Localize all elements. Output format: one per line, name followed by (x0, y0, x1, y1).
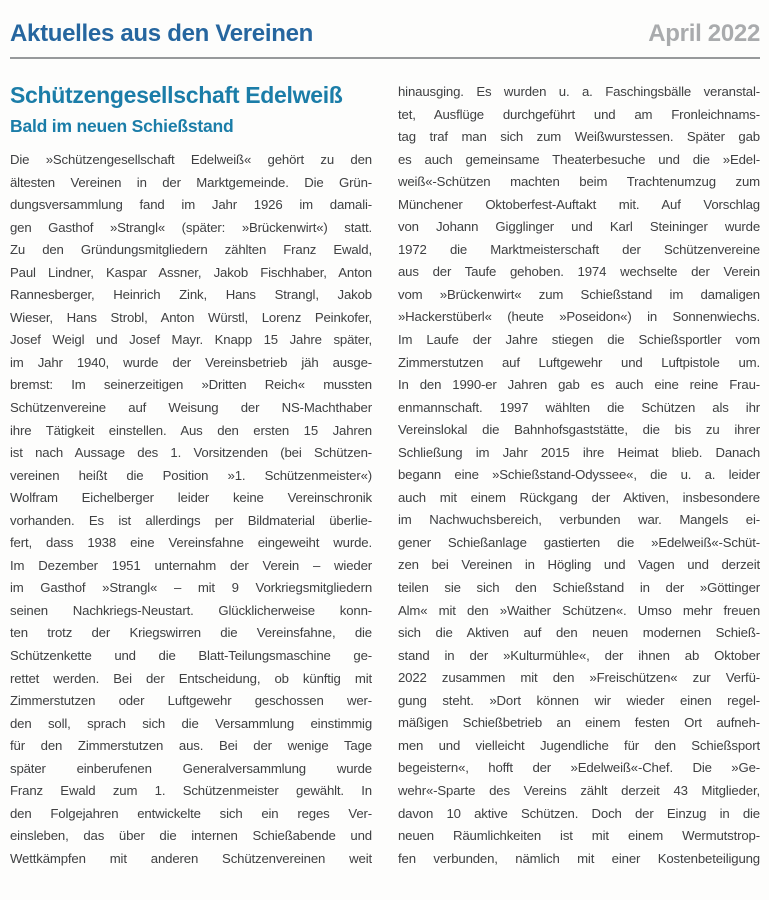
text-line: für den Zimmerstutzen aus. Bei der wenige Tage (10, 738, 372, 754)
text-line: weiß«-Schützen machten beim Trachtenumzug zum (398, 174, 760, 190)
article-column-left (10, 81, 372, 871)
text-line: Paul Lindner, Kaspar Assner, Jakob Fischhaber, Anton (10, 264, 372, 280)
text-line: dungsversammlung fand im Jahr 1926 im damali- (10, 197, 372, 213)
text-line: teilen sie sich den Schießstand in der »Göttinger (398, 580, 760, 596)
page-header (10, 20, 760, 48)
text-line: im Nachwuchsbereich, verbunden war. Mangels ei- (398, 512, 760, 528)
text-line: Franz Ewald zum 1. Schützenmeister gewählt. In (10, 783, 372, 799)
text-line: Vereinslokal die Bahnhofsgaststätte, die bis zu ihrer (398, 422, 760, 438)
article-title: Schützengesellschaft Edelweiß (10, 82, 343, 108)
text-line: gener Schießanlage gastierten die »Edelweiß«-Schüt- (398, 534, 760, 550)
section-title: Aktuelles aus den Vereinen (10, 20, 313, 47)
text-line: wehr«-Sparte des Vereins zählt derzeit 43 Mitglieder, (398, 782, 760, 798)
issue-date: April 2022 (648, 20, 760, 47)
article-column-right (398, 81, 760, 871)
text-line: es auch gemeinsame Theaterbesuche und die »Edel- (398, 151, 760, 167)
text-line: fen verbunden, nämlich mit einer Kostenbeteiligung (398, 850, 760, 866)
text-line: stand in der »Kulturmühle«, der ihnen ab Oktober (398, 647, 760, 663)
text-line: 1972 die Marktmeisterschaft der Schützenvereine (398, 241, 760, 257)
text-line: einsleben, das über die internen Schießabende und (10, 828, 372, 844)
header-rule (10, 57, 760, 59)
text-line: enmannschaft. 1997 wählten die Schützen als ihr (398, 399, 760, 415)
text-line: Schützenkette und die Blatt-Teilungsmaschine ge- (10, 648, 372, 664)
text-line: davon 10 aktive Schützen. Doch der Einzug in die (398, 805, 760, 821)
text-line: ältesten Vereinen in der Marktgemeinde. Die Grün- (10, 174, 372, 190)
text-line: Im Laufe der Jahre stiegen die Schießsportler vom (398, 332, 760, 348)
text-line: Josef Weigl und Josef Mayr. Knapp 15 Jahre später, (10, 332, 372, 348)
text-line: den soll, sprach sich die Versammlung einstimmig (10, 715, 372, 731)
text-line: Münchener Oktoberfest-Auftakt mit. Auf Vorschlag (398, 196, 760, 212)
text-line: vom »Brückenwirt« zum Schießstand im damaligen (398, 286, 760, 302)
text-line: gen Gasthof »Strangl« (später: »Brückenwirt«) statt. (10, 219, 372, 235)
text-line: »Hackerstüberl« (heute »Poseidon«) in Sonnenwiechs. (398, 309, 760, 325)
text-line: 2022 zusammen mit den »Freischützen« zur Verfü- (398, 670, 760, 686)
text-line: Alm« mit den »Waither Schützen«. Umso mehr freuen (398, 602, 760, 618)
text-line: Im Dezember 1951 unternahm der Verein – wieder (10, 557, 372, 573)
text-line: tet, Ausflüge durchgeführt und am Fronleichnams- (398, 106, 760, 122)
text-line: vereinen heißt die Position »1. Schützenmeister«) (10, 467, 372, 483)
text-line: seinen Nachkriegs-Neustart. Glücklicherweise konn- (10, 602, 372, 618)
text-line: auch mit einem Rückgang der Aktiven, insbesondere (398, 489, 760, 505)
text-line: Schließung im Jahr 2015 ihre Heimat blieb. Danach (398, 444, 760, 460)
text-line: Schützenvereine auf Weisung der NS-Machthaber (10, 400, 372, 416)
body-text-left (10, 149, 372, 871)
text-line: In den 1990-er Jahren gab es auch eine reine Frau- (398, 377, 760, 393)
text-line: bremst: Im seinerzeitigen »Dritten Reich« mussten (10, 377, 372, 393)
text-line: Die »Schützengesellschaft Edelweiß« gehört zu den (10, 152, 372, 167)
article-subtitle: Bald im neuen Schießstand (10, 116, 234, 136)
text-line: ihre Tätigkeit einstellen. Aus den ersten 15 Jahren (10, 422, 372, 438)
text-line: men und vielleicht Jugendliche für den Schießsport (398, 737, 760, 753)
text-line: Wieser, Hans Strobl, Anton Würstl, Lorenz Peinkofer, (10, 309, 372, 325)
article-columns (10, 81, 760, 871)
text-line: Zimmerstutzen oder Luftgewehr geschossen wer- (10, 693, 372, 709)
text-line: hinausging. Es wurden u. a. Faschingsbälle veranstal- (398, 84, 760, 99)
text-line: Wolfram Eichelberger leider keine Vereinschronik (10, 490, 372, 506)
text-line: Zu den Gründungsmitgliedern zählten Franz Ewald, (10, 242, 372, 258)
text-line: im Jahr 1940, wurde der Vereinsbetrieb jäh ausge- (10, 354, 372, 370)
text-line: im Gasthof »Strangl« – mit 9 Vorkriegsmitgliedern (10, 580, 372, 596)
text-line: rettet werden. Bei der Entscheidung, ob künftig mit (10, 670, 372, 686)
text-line: zen bei Vereinen in Högling und Vagen und derzeit (398, 557, 760, 573)
text-line: mäßigen Schießbetrieb an einem festen Ort aufneh- (398, 715, 760, 731)
text-line: ten trotz der Kriegswirren die Vereinsfahne, die (10, 625, 372, 641)
body-text-right (398, 81, 760, 870)
text-line: begann eine »Schießstand-Odyssee«, die u. a. leider (398, 467, 760, 483)
text-line: Rannesberger, Heinrich Zink, Hans Strangl, Jakob (10, 287, 372, 303)
text-line: gung steht. »Dort können wir wieder einen regel- (398, 692, 760, 708)
text-line: neuen Räumlichkeiten ist mit einem Wermutstrop- (398, 828, 760, 844)
text-line: Wettkämpfen mit anderen Schützenvereinen weit (10, 850, 372, 866)
text-line: den Folgejahren entwickelte sich ein reges Ver- (10, 805, 372, 821)
text-line: sich die Aktiven auf den neuen modernen Schieß- (398, 625, 760, 641)
text-line: später einberufenen Generalversammlung wurde (10, 760, 372, 776)
text-line: fert, dass 1938 eine Vereinsfahne eingeweiht wurde. (10, 535, 372, 551)
text-line: aus der Taufe gehoben. 1974 wechselte der Verein (398, 264, 760, 280)
text-line: tag traf man sich zum Weißwurstessen. Später gab (398, 129, 760, 145)
text-line: vorhanden. Es ist allerdings per Bildmaterial überlie- (10, 512, 372, 528)
text-line: von Johann Gigglinger und Karl Steininger wurde (398, 219, 760, 235)
text-line: ist nach Aussage des 1. Vorsitzenden (bei Schützen- (10, 445, 372, 461)
text-line: Zimmerstutzen auf Luftgewehr und Luftpistole um. (398, 354, 760, 370)
text-line: begeistern«, hofft der »Edelweiß«-Chef. Die »Ge- (398, 760, 760, 776)
